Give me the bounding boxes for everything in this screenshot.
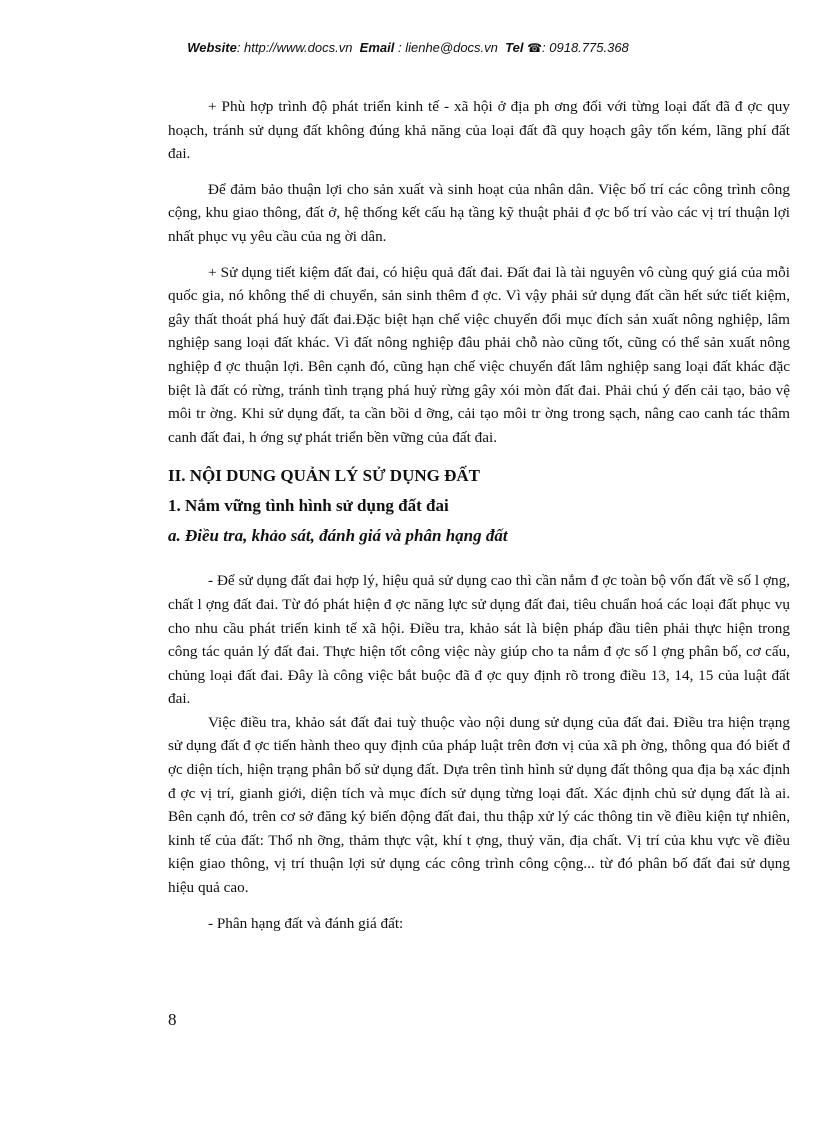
paragraph: - Để sử dụng đất đai hợp lý, hiệu quả sử dụng cao thì cần nắm đ ợc toàn bộ vốn đất về số l ợng, chất l ợng đất đai. Từ đó phát hiện đ ợc năng lực sử dụng đất đai, tiêu chuẩn hoá các loại đất phục vụ cho nhu cầu phát triển kinh tế xã hội. Điều tra, khảo sát là biện pháp đầu tiên phải thực hiện trong công tác quản lý đất đai. Thực hiện tốt công việc này giúp cho ta nắm đ ợc số l ợng phân bố, cơ cấu, chủng loại đất đai. Đây là công việc bắt buộc đã đ ợc quy định rõ trong điều 13, 14, 15 của luật đất đai. — [168, 572, 790, 708]
subsection-heading: 1. Nắm vững tình hình sử dụng đất đai — [168, 496, 449, 516]
email-value: : lienhe@docs.vn — [397, 40, 498, 55]
subsubsection-heading: a. Điều tra, khảo sát, đánh giá và phân hạng đất — [168, 526, 508, 546]
tel-label: Tel — [505, 40, 524, 55]
document-body — [168, 95, 790, 935]
page-number: 8 — [168, 1010, 177, 1029]
paragraph: - Phân hạng đất và đánh giá đất: — [208, 914, 404, 932]
paragraph: Việc điều tra, khảo sát đất đai tuỳ thuộc vào nội dung sử dụng của đất đai. Điều tra hiện trạng sử dụng đất đ ợc tiến hành theo quy định của pháp luật trên đơn vị của xã ph ờng, thông qua đó biết đ ợc diện tích, hiện trạng phân bố sử dụng đất. Dựa trên tình hình sử dụng đất thông qua địa bạ xác định đ ợc vị trí, gianh giới, diện tích và mục đích sử dụng từng loại đất. Xác định chủ sử dụng đất là ai. Bên cạnh đó, trên cơ sở đăng ký biến động đất đai, thu thập xử lý các thông tin về điều kiện tự nhiên, kinh tế của đất: Thổ nh ỡng, thảm thực vật, khí t ợng, thuỷ văn, địa chất. Vị trí của khu vực về điều kiện giao thông, vị trí thuận lợi sử dụng các công trình công cộng... từ đó phân bố đất đai sử dụng hiệu quả cao. — [168, 713, 790, 897]
website-label: Website — [187, 40, 237, 55]
paragraph: + Sử dụng tiết kiệm đất đai, có hiệu quả đất đai. Đất đai là tài nguyên vô cùng quý giá của mỗi quốc gia, nó không thể di chuyển, sản sinh thêm đ ợc. Vì vậy phải sử dụng đất cần hết sức tiết kiệm, gây thất thoát phá huỷ đất đai.Đặc biệt hạn chế việc chuyển đổi mục đích sản xuất nông nghiệp, lâm nghiệp sang loại đất khác. Vì đất nông nghiệp đâu phải chỗ nào cũng tốt, cũng có thể sản xuất nông nghiệp đ ợc thuận lợi. Bên cạnh đó, cũng hạn chế việc chuyển đất lâm nghiệp sang loại đất khác đặc biệt là đất có rừng, tránh tình trạng phá huỷ rừng gây xói mòn đất đai. Phải chú ý đến cải tạo, bảo vệ môi tr ờng. Khi sử dụng đất, ta cần bồi d ỡng, cải tạo môi tr ờng trong sạch, nâng cao canh tác thâm canh đất đai, h ớng sự phát triển bền vững của đất đai. — [168, 263, 790, 446]
phone-icon: ☎ — [527, 41, 543, 55]
website-value: : http://www.docs.vn — [236, 40, 353, 55]
paragraph: + Phù hợp trình độ phát triển kinh tế - xã hội ở địa ph ơng đối với từng loại đất đã đ ợc quy hoạch, tránh sử dụng đất không đúng khả năng của loại đất đã quy hoạch gây tốn kém, lãng phí đất đai. — [168, 98, 790, 163]
email-label: Email — [359, 40, 395, 55]
section-heading: II. NỘI DUNG QUẢN LÝ SỬ DỤNG ĐẤT — [168, 466, 481, 486]
tel-value: : 0918.775.368 — [542, 40, 629, 55]
paragraph: Để đảm bảo thuận lợi cho sản xuất và sinh hoạt của nhân dân. Việc bố trí các công trình công cộng, khu giao thông, đất ở, hệ thống kết cấu hạ tầng kỹ thuật phải đ ợc bố trí vào các vị trí thuận lợi nhất phục vụ yêu cầu của ng ời dân. — [168, 180, 790, 245]
page-header — [0, 40, 816, 55]
